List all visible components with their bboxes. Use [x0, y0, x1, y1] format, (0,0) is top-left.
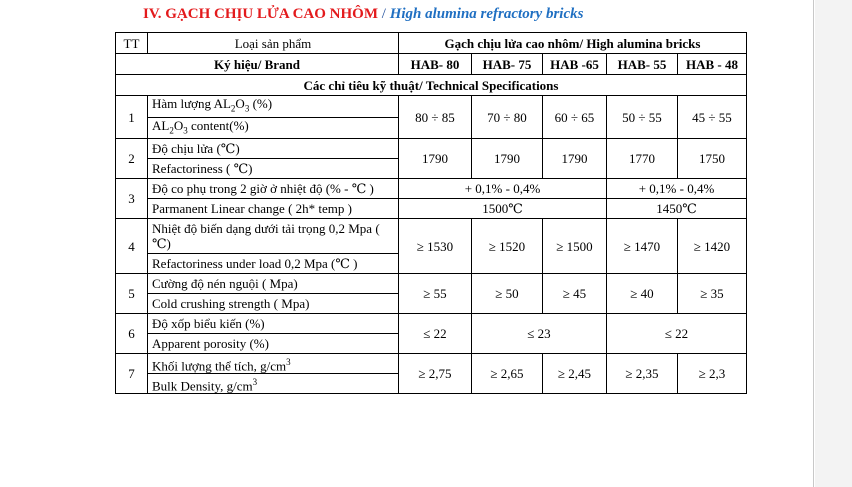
property-name-vi: Cường độ nén nguội ( Mpa) — [148, 274, 399, 294]
value-cell: 60 ÷ 65 — [543, 96, 607, 139]
brand-cell: HAB- 80 — [399, 54, 472, 75]
table-row — [116, 314, 747, 334]
value-cell: ≥ 1520 — [472, 219, 543, 274]
table-row — [116, 96, 747, 118]
header-product-type: Loại sản phẩm — [148, 33, 399, 54]
brand-cell: HAB- 55 — [607, 54, 678, 75]
property-name-en: Refactoriness ( ℃) — [148, 159, 399, 179]
section-title: Các chỉ tiêu kỹ thuật/ Technical Specifications — [116, 75, 747, 96]
value-cell: ≥ 2,65 — [472, 354, 543, 394]
value-cell: 1790 — [472, 139, 543, 179]
value-cell: ≥ 1470 — [607, 219, 678, 274]
value-cell: 1450℃ — [607, 199, 747, 219]
value-cell: ≥ 2,45 — [543, 354, 607, 394]
value-cell: ≤ 23 — [472, 314, 607, 354]
value-cell: 70 ÷ 80 — [472, 96, 543, 139]
header-tt: TT — [116, 33, 148, 54]
heading-vietnamese: IV. GẠCH CHỊU LỬA CAO NHÔM — [143, 6, 379, 22]
property-name-vi: Khối lượng thể tích, $g/cm^3$ — [148, 354, 399, 374]
brand-label: Ký hiệu/ Brand — [116, 54, 399, 75]
table-row — [116, 199, 747, 219]
value-cell: 1790 — [543, 139, 607, 179]
property-name-en: Cold crushing strength ( Mpa) — [148, 294, 399, 314]
value-cell: 50 ÷ 55 — [607, 96, 678, 139]
value-cell: 1790 — [399, 139, 472, 179]
property-name-vi: Hàm lượng $AL_2O_3$ (%) — [148, 96, 399, 118]
property-name-vi: Nhiệt độ biến dạng dưới tải trọng 0,2 Mpa ( ℃) — [148, 219, 399, 254]
value-cell: ≥ 50 — [472, 274, 543, 314]
property-name-en: Refactoriness under load 0,2 Mpa (℃ ) — [148, 254, 399, 274]
row-number: 2 — [116, 139, 148, 179]
value-cell: 45 ÷ 55 — [678, 96, 747, 139]
table-row — [116, 139, 747, 159]
row-number: 6 — [116, 314, 148, 354]
value-cell: ≥ 2,75 — [399, 354, 472, 394]
value-cell: 1770 — [607, 139, 678, 179]
value-cell: ≥ 55 — [399, 274, 472, 314]
value-cell: ≥ 1500 — [543, 219, 607, 274]
value-cell: ≤ 22 — [399, 314, 472, 354]
property-name-en: $AL_2O_3$ content(%) — [148, 117, 399, 139]
value-cell: 1500℃ — [399, 199, 607, 219]
row-number: 3 — [116, 179, 148, 219]
table-row — [116, 354, 747, 374]
header-row — [116, 33, 747, 54]
table-row — [116, 219, 747, 254]
property-name-vi: Độ co phụ trong 2 giờ ở nhiệt độ (% - ℃ ) — [148, 179, 399, 199]
value-cell: ≥ 1530 — [399, 219, 472, 274]
value-cell: ≥ 2,3 — [678, 354, 747, 394]
header-product-group: Gạch chịu lửa cao nhôm/ High alumina bricks — [399, 33, 747, 54]
value-cell: 1750 — [678, 139, 747, 179]
property-name-vi: Độ xốp biểu kiến (%) — [148, 314, 399, 334]
property-name-en: Bulk Density, $g/cm^3$ — [148, 374, 399, 394]
brand-row — [116, 54, 747, 75]
section-row — [116, 75, 747, 96]
value-cell: ≥ 45 — [543, 274, 607, 314]
heading-english: High alumina refractory bricks — [389, 6, 584, 22]
spec-table — [115, 32, 747, 394]
property-name-en: Parmanent Linear change ( 2h* temp ) — [148, 199, 399, 219]
row-number: 4 — [116, 219, 148, 274]
brand-cell: HAB- 75 — [472, 54, 543, 75]
row-number: 1 — [116, 96, 148, 139]
value-cell: 80 ÷ 85 — [399, 96, 472, 139]
row-number: 5 — [116, 274, 148, 314]
property-name-en: Apparent porosity (%) — [148, 334, 399, 354]
heading-separator: / — [378, 6, 390, 22]
value-cell: ≥ 40 — [607, 274, 678, 314]
section-heading — [143, 6, 583, 23]
value-cell: + 0,1% - 0,4% — [399, 179, 607, 199]
brand-cell: HAB -65 — [543, 54, 607, 75]
value-cell: ≤ 22 — [607, 314, 747, 354]
property-name-vi: Độ chịu lửa (℃) — [148, 139, 399, 159]
window-gutter — [815, 0, 852, 487]
table-row — [116, 274, 747, 294]
brand-cell: HAB - 48 — [678, 54, 747, 75]
value-cell: ≥ 2,35 — [607, 354, 678, 394]
value-cell: ≥ 35 — [678, 274, 747, 314]
value-cell: ≥ 1420 — [678, 219, 747, 274]
table-row — [116, 179, 747, 199]
value-cell: + 0,1% - 0,4% — [607, 179, 747, 199]
row-number: 7 — [116, 354, 148, 394]
